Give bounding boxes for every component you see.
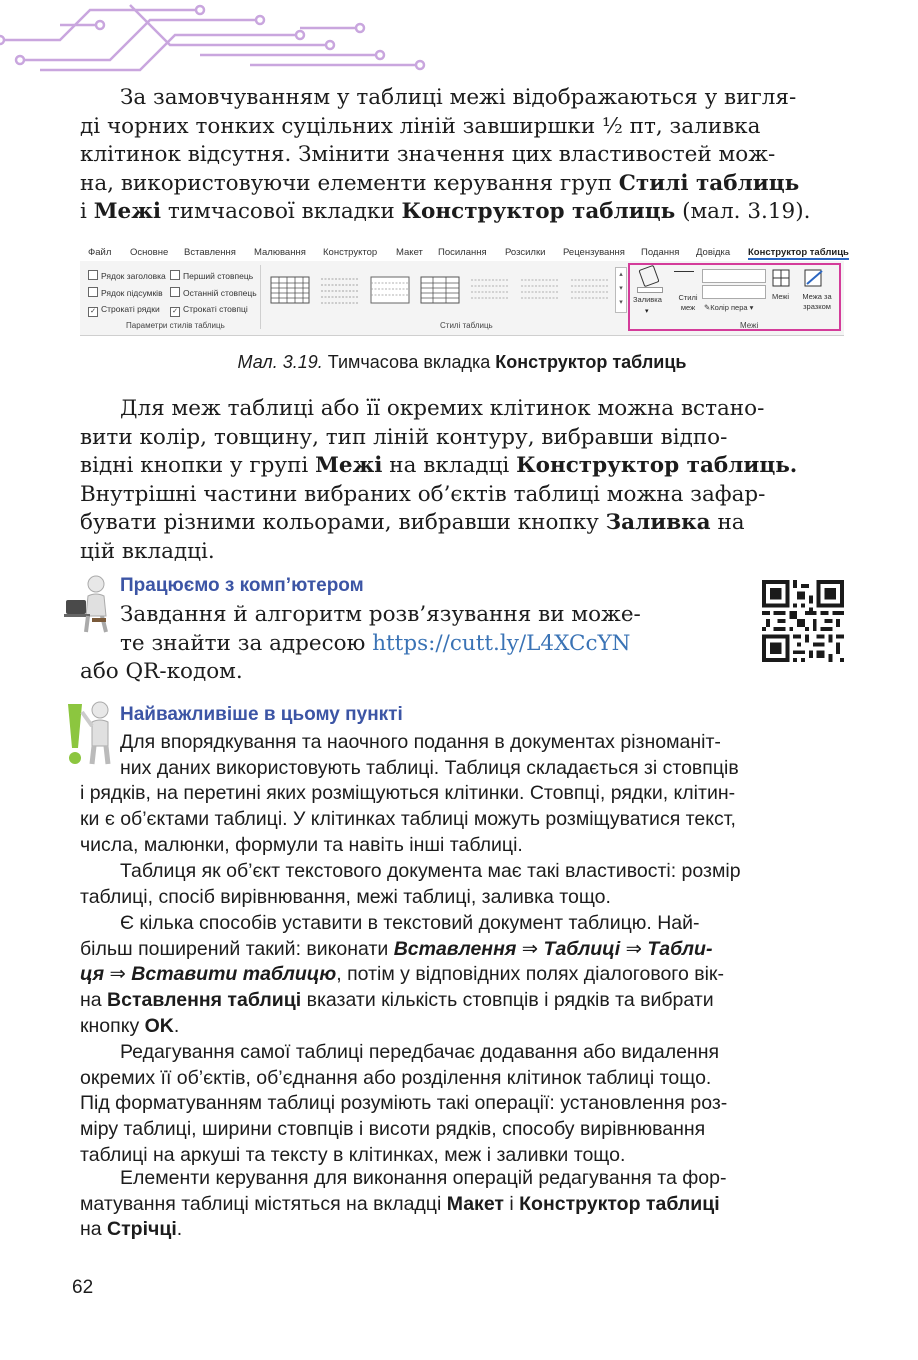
summary-line: числа, малюнки, формули та навіть інші таблиці. xyxy=(80,833,523,856)
summary-line: Елементи керування для виконання операцій редагування та фор- xyxy=(120,1167,727,1189)
summary-line: кнопку OK. xyxy=(80,1014,180,1037)
task-url-link[interactable]: https://cutt.ly/L4XCcYN xyxy=(372,630,631,656)
intro-line: ді чорних тонких суцільних ліній завширшки ½ пт, заливка xyxy=(80,113,761,139)
borders-label: Межі xyxy=(772,292,790,301)
summary-line: окремих її об’єктів, об’єднання або розділення клітинок таблиці тощо. xyxy=(80,1066,712,1089)
table-style-thumbnail[interactable] xyxy=(270,275,310,305)
ribbon-tabs xyxy=(80,241,849,261)
intro-paragraph xyxy=(80,84,844,227)
para2-line: відні кнопки у групі Межі на вкладці Конструктор таблиць. xyxy=(80,453,798,478)
summary-line: таблиці на аркуші та тексту в клітинках, меж і заливки тощо. xyxy=(80,1143,626,1166)
tab-review[interactable]: Рецензування xyxy=(563,247,625,258)
tab-mailings[interactable]: Розсилки xyxy=(505,247,546,258)
border-painter-label: Межа за зразком xyxy=(802,292,832,311)
intro-line: клітинок відсутня. Змінити значення цих властивостей мож- xyxy=(80,142,776,167)
computer-line: те знайти за адресою https://cutt.ly/L4XCcYN xyxy=(120,630,631,656)
figure-number: Мал. 3.19. xyxy=(237,352,323,372)
checkbox-last-column[interactable]: Останній стовпець xyxy=(170,287,257,298)
border-painter-button[interactable] xyxy=(796,269,838,325)
checkbox-first-column[interactable]: Перший стовпець xyxy=(170,270,253,281)
group-label-borders: Межі xyxy=(740,321,759,330)
summary-line: міру таблиці, ширини стовпців і висоти рядків, способу вирівнювання xyxy=(80,1118,706,1141)
summary-line: більш поширений такий: виконати Вставлення ⇒ Таблиці ⇒ Табли- xyxy=(80,937,713,960)
checkbox-banded-rows[interactable]: ✓ Строкаті рядки xyxy=(88,304,160,317)
para2-line: Для меж таблиці або її окремих клітинок можна встано- xyxy=(120,396,765,421)
borders-grid-icon xyxy=(772,269,790,287)
qr-code-icon[interactable] xyxy=(762,580,844,662)
para2-line: Внутрішні частини вибраних об’єктів таблиці можна зафар- xyxy=(80,481,766,507)
summary-line: Під форматуванням таблиці розуміють такі операції: установлення роз- xyxy=(80,1092,728,1115)
intro-line: на, використовуючи елементи керування груп Стилі таблиць xyxy=(80,170,800,196)
tab-view[interactable]: Подання xyxy=(641,247,680,258)
para2-line: бувати різними кольорами, вибравши кнопку Заливка на xyxy=(80,510,745,535)
checkbox-header-row[interactable]: Рядок заголовка xyxy=(88,270,166,281)
table-style-thumbnail[interactable] xyxy=(370,275,410,305)
group-label-table-styles: Стилі таблиць xyxy=(440,321,493,330)
tab-layout[interactable]: Макет xyxy=(396,247,423,258)
table-style-thumbnail[interactable] xyxy=(520,275,560,305)
computer-line: або QR-кодом. xyxy=(80,659,243,684)
tab-help[interactable]: Довідка xyxy=(696,247,731,258)
intro-line: За замовчуванням у таблиці межі відображаються у вигля- xyxy=(120,85,797,110)
group-label-style-options: Параметри стилів таблиць xyxy=(126,321,225,330)
line-style-dropdown[interactable] xyxy=(702,269,766,283)
summary-line: них даних використовують таблиці. Таблиця складається зі стовпців xyxy=(120,756,739,779)
table-style-thumbnail[interactable] xyxy=(320,275,360,305)
summary-line: Для впорядкування та наочного подання в документах різноманіт- xyxy=(120,731,721,753)
summary-line: Таблиця як об’єкт текстового документа має такі властивості: розмір xyxy=(120,860,741,882)
tab-references[interactable]: Посилання xyxy=(438,247,487,258)
computer-line: Завдання й алгоритм розв’язування ви може- xyxy=(120,602,641,627)
paint-bucket-icon xyxy=(638,265,659,287)
summary-line: ки є об’єктами таблиці. У клітинках таблиці можуть розміщуватися текст, xyxy=(80,808,736,831)
tab-home[interactable]: Основне xyxy=(130,247,169,258)
styles-scroll-control[interactable]: ▴ ▾ ▾ xyxy=(615,267,627,313)
figure-caption: Мал. 3.19. Тимчасова вкладка Конструктор таблиць xyxy=(237,352,687,372)
tab-design[interactable]: Конструктор xyxy=(323,247,378,258)
tab-table-design[interactable]: Конструктор таблиць xyxy=(748,247,849,258)
pen-color-button[interactable]: ✎Колір пера ▾ xyxy=(704,303,754,312)
summary-line: матування таблиці містяться на вкладці Макет і Конструктор таблиці xyxy=(80,1192,720,1215)
shading-label: Заливка xyxy=(633,295,662,304)
tab-file[interactable]: Файл xyxy=(88,247,112,258)
borders-button[interactable] xyxy=(772,269,794,325)
summary-line: Редагування самої таблиці передбачає додавання або видалення xyxy=(120,1041,720,1063)
summary-section-title: Найважливіше в цьому пункті xyxy=(120,704,403,725)
shading-button[interactable]: Заливка ▾ xyxy=(633,265,667,325)
summary-line: ця ⇒ Вставити таблицю, потім у відповідних полях діалогового вік- xyxy=(80,963,724,986)
checkbox-total-row[interactable]: Рядок підсумків xyxy=(88,287,163,298)
line-weight-dropdown[interactable] xyxy=(702,285,766,299)
summary-paragraph-3 xyxy=(80,911,844,1040)
summary-paragraph-4 xyxy=(80,1040,844,1169)
para2-line: вити колір, товщину, тип ліній контуру, вибравши відпо- xyxy=(80,424,728,450)
computer-section-text xyxy=(80,601,710,687)
para2-line: цій вкладці. xyxy=(80,538,215,564)
table-style-thumbnail[interactable] xyxy=(570,275,610,305)
circuit-decoration-icon xyxy=(0,0,430,72)
pen-icon: ✎ xyxy=(704,303,711,312)
computer-section-title: Працюємо з комп’ютером xyxy=(120,575,364,596)
table-style-thumbnail[interactable] xyxy=(420,275,460,305)
tab-draw[interactable]: Малювання xyxy=(254,247,306,258)
summary-paragraph-1 xyxy=(80,730,844,859)
checkbox-banded-columns[interactable]: ✓ Строкаті стовпці xyxy=(170,304,248,317)
summary-line: і рядків, на перетині яких розміщуються клітинки. Стовпці, рядки, клітин- xyxy=(80,782,736,805)
border-styles-label[interactable]: Стилі меж xyxy=(678,293,698,312)
borders-paragraph xyxy=(80,395,844,566)
tab-insert[interactable]: Вставлення xyxy=(184,247,236,258)
summary-line: на Вставлення таблиці вказати кількість стовпців і рядків та вибрати xyxy=(80,989,714,1012)
intro-line: і Межі тимчасової вкладки Конструктор таблиць (мал. 3.19). xyxy=(80,199,811,224)
summary-line: таблиці, спосіб вирівнювання, межі таблиці, заливка тощо. xyxy=(80,885,611,908)
page-number: 62 xyxy=(72,1277,94,1298)
summary-paragraph-5 xyxy=(80,1166,844,1243)
summary-line: на Стрічці. xyxy=(80,1218,183,1241)
ribbon-screenshot xyxy=(80,241,849,336)
table-style-thumbnail[interactable] xyxy=(470,275,510,305)
summary-paragraph-2 xyxy=(80,859,844,910)
summary-line: Є кілька способів уставити в текстовий документ таблицю. Най- xyxy=(120,912,700,934)
border-painter-icon xyxy=(804,269,824,287)
